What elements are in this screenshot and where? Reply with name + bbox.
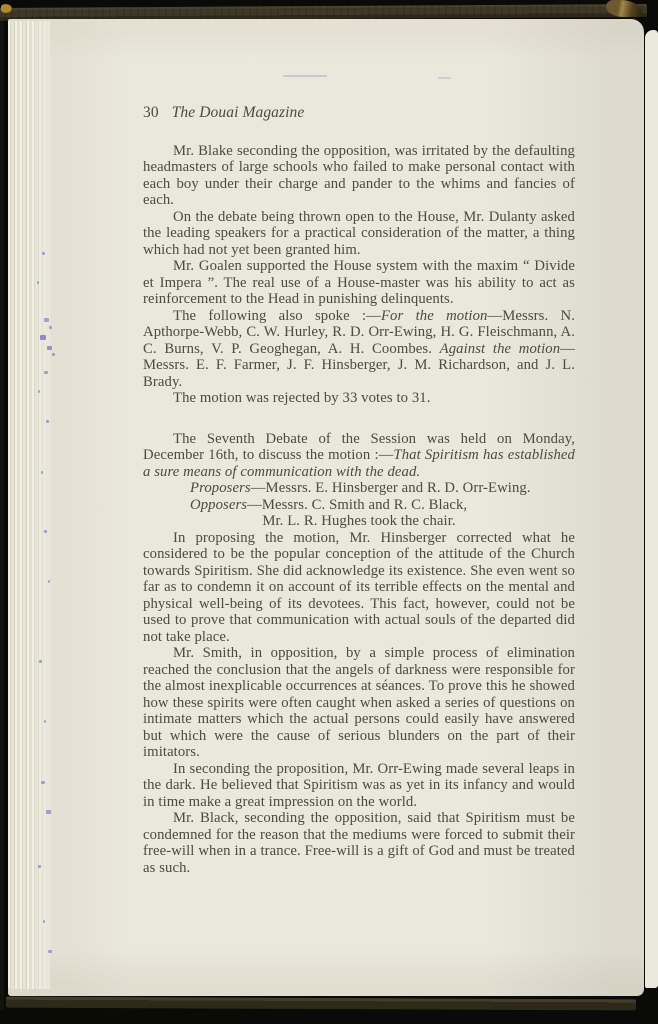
paragraph: [143, 513, 575, 530]
text-segment: —Messrs. N. Apthorpe-Webb, C. W. Hurley, R. D. Orr-Ewing, H. G. Fleischmann, A. C. Burns, V. P. Geoghegan, A. H. Coombes.: [143, 307, 575, 357]
text-segment: In seconding the proposition, Mr. Orr-Ewing made several leaps in the dark. He believed that Spiritism was as yet in its infancy and would in time make a great impression on the world.: [143, 760, 575, 810]
text-segment: In proposing the motion, Mr. Hinsberger corrected what he considered to be the popular conception of the attitude of the Church towards Spiritism. She did acknowledge its existence. She even went so far as to condemn it on account of its terrible effects on the mental and physical well-being of its devotees. This fact, however, could not be used to prove that communication with actual souls of the departed did not take place.: [143, 529, 575, 645]
italic-text: Proposers: [190, 480, 251, 496]
paragraph: [143, 308, 575, 391]
torn-cover-corner: [606, 0, 642, 17]
paragraph: [143, 209, 575, 259]
paragraph: [190, 480, 575, 497]
paragraph: [143, 645, 575, 761]
text-segment: —Messrs. C. Smith and R. C. Black,: [247, 496, 468, 513]
ink-smudge: [283, 75, 327, 77]
gold-fleck: [1, 4, 12, 13]
paragraph: [143, 390, 575, 407]
italic-text: Opposers: [190, 496, 248, 513]
page-edge-stripes: [8, 21, 50, 989]
paragraph: [143, 431, 575, 481]
page-number: 30: [143, 104, 159, 121]
text-segment: Mr. Black, seconding the opposition, said that Spiritism must be condemned for the reason that the mediums were forced to submit their free-will when in a trance. Free-will is a gift of God and must be treated as such.: [143, 810, 575, 876]
text-segment: Mr. Blake seconding the opposition, was irritated by the defaulting headmasters of large schools who failed to make personal contact with each boy under their charge and pander to the whims and fancies of each.: [143, 142, 575, 208]
text-segment: The Seventh Debate of the Session was held on Monday, December 16th, to discuss the motion :—: [143, 430, 575, 463]
text-segment: —Messrs. E. F. Farmer, J. F. Hinsberger, J. M. Richardson, and J. L. Brady.: [143, 340, 575, 390]
paragraph: [143, 258, 575, 308]
adjacent-page-edge: [645, 30, 658, 988]
text-segment: Mr. Goalen supported the House system with the maxim “ Divide et Impera ”. The real use of a House-master was his ability to act as reinforcement to the Head in punishing delinquents.: [143, 258, 575, 307]
italic-text: That Spiritism has established a sure means of communication with the dead.: [143, 447, 575, 480]
text-segment: The motion was rejected by 33 votes to 31.: [173, 390, 431, 406]
running-head: [143, 105, 575, 122]
journal-title: The Douai Magazine: [171, 104, 305, 121]
text-segment: The following also spoke :—: [173, 307, 381, 324]
text-segment: —Messrs. E. Hinsberger and R. D. Orr-Ewing.: [250, 480, 531, 496]
paragraph: [143, 810, 575, 876]
paragraph: [143, 761, 575, 811]
paragraph: [143, 143, 575, 209]
text-block: [143, 105, 575, 876]
book-cover-bottom-edge: [6, 997, 636, 1011]
text-segment: Mr. Smith, in opposition, by a simple process of elimination reached the conclusion that the angels of darkness were responsible for the almost inexplicable occurrences at séances. To prove this he showed how these spirits were often caught when asked a series of questions on intimate matters which the actual persons could easily have answered but which were the cause of serious blunders on the part of their imitators.: [143, 645, 575, 760]
paragraph: [190, 497, 575, 514]
text-segment: On the debate being thrown open to the House, Mr. Dulanty asked the leading speakers for a practical consideration of the matter, a thing which had not yet been granted him.: [143, 208, 575, 258]
italic-text: Against the motion: [439, 340, 561, 357]
book-page: [8, 19, 644, 996]
paragraph: [143, 530, 575, 646]
ink-smudge: [438, 77, 451, 79]
text-segment: Mr. L. R. Hughes took the chair.: [262, 513, 456, 529]
italic-text: For the motion: [380, 307, 488, 324]
